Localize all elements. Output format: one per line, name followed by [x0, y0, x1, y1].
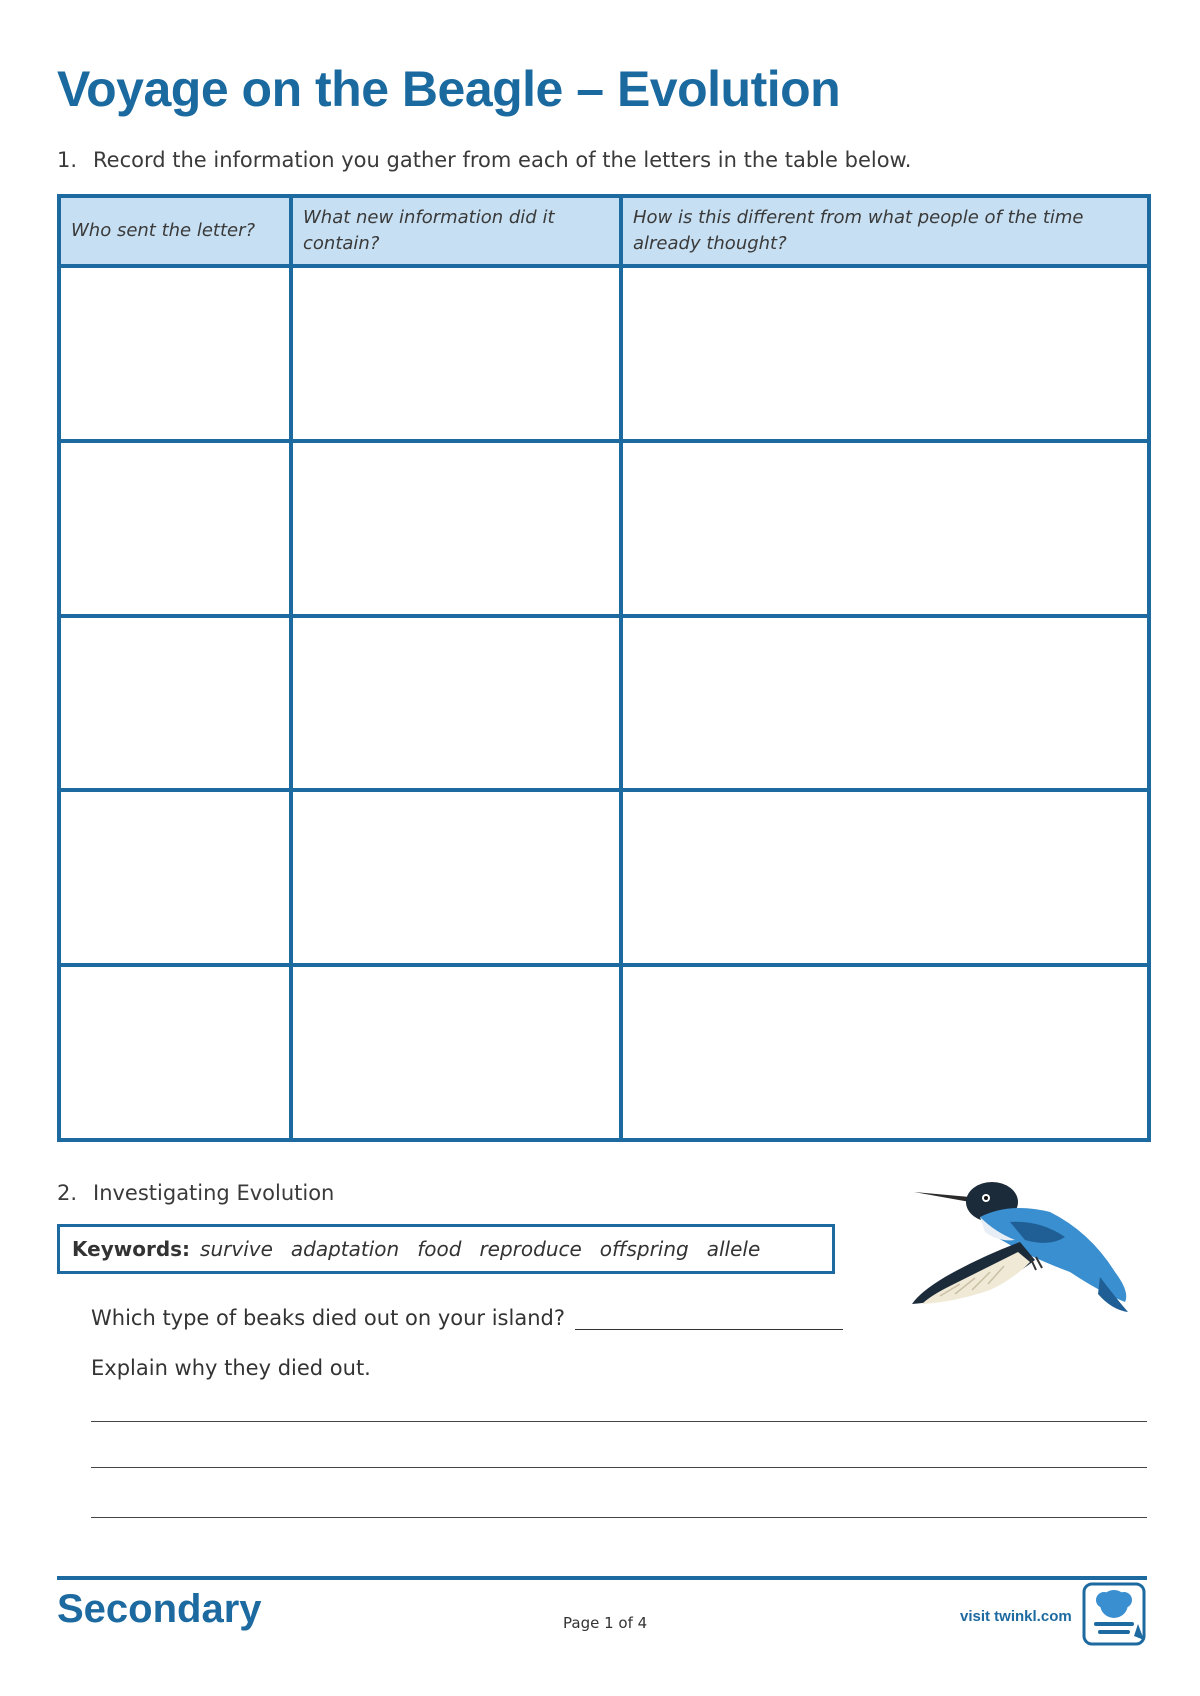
table-cell[interactable]	[621, 266, 1149, 441]
table-cell[interactable]	[59, 790, 291, 965]
table-cell[interactable]	[59, 965, 291, 1140]
table-cell[interactable]	[291, 616, 621, 791]
header-how-different: How is this different from what people of the time already thought?	[621, 196, 1149, 266]
beak-answer-line[interactable]	[575, 1305, 843, 1330]
quality-badge-icon	[1080, 1580, 1148, 1648]
keyword: survive	[200, 1237, 273, 1261]
page-title: Voyage on the Beagle – Evolution	[57, 61, 841, 117]
keyword: adaptation	[290, 1237, 400, 1261]
table-cell[interactable]	[621, 441, 1149, 616]
table-row	[59, 441, 1149, 616]
table-cell[interactable]	[621, 965, 1149, 1140]
keyword: food	[417, 1237, 462, 1261]
header-new-information: What new information did it contain?	[291, 196, 621, 266]
page-number: Page 1 of 4	[563, 1614, 648, 1632]
header-who-sent: Who sent the letter?	[59, 196, 291, 266]
table-cell[interactable]	[291, 441, 621, 616]
table-cell[interactable]	[621, 790, 1149, 965]
brand-logo: Secondary	[57, 1587, 262, 1631]
keywords-label: Keywords:	[72, 1237, 191, 1261]
explain-question-text: Explain why they died out.	[91, 1356, 371, 1380]
beak-question	[91, 1305, 843, 1330]
question-2	[57, 1181, 334, 1205]
question-1	[57, 148, 911, 172]
question-1-text: Record the information you gather from each of the letters in the table below.	[93, 148, 912, 172]
table-header-row	[59, 196, 1149, 266]
visit-link[interactable]: visit twinkl.com	[960, 1608, 1072, 1625]
table-cell[interactable]	[291, 965, 621, 1140]
footer-divider	[57, 1576, 1147, 1580]
table-row	[59, 790, 1149, 965]
table-cell[interactable]	[59, 266, 291, 441]
question-2-text: Investigating Evolution	[93, 1181, 335, 1205]
table-cell[interactable]	[291, 266, 621, 441]
table-cell[interactable]	[291, 790, 621, 965]
beak-question-text: Which type of beaks died out on your island?	[91, 1306, 565, 1330]
question-2-number: 2.	[57, 1181, 78, 1205]
table-cell[interactable]	[59, 616, 291, 791]
keywords-box	[57, 1224, 835, 1274]
table-cell[interactable]	[621, 616, 1149, 791]
letters-table	[57, 194, 1151, 1142]
keyword: offspring	[599, 1237, 689, 1261]
table-row	[59, 616, 1149, 791]
question-1-number: 1.	[57, 148, 78, 172]
table-row	[59, 266, 1149, 441]
answer-line[interactable]	[91, 1517, 1147, 1518]
table-cell[interactable]	[59, 441, 291, 616]
hummingbird-icon	[900, 1162, 1150, 1322]
keyword: allele	[706, 1237, 761, 1261]
answer-line[interactable]	[91, 1421, 1147, 1422]
answer-line[interactable]	[91, 1467, 1147, 1468]
keyword: reproduce	[479, 1237, 582, 1261]
table-row	[59, 965, 1149, 1140]
